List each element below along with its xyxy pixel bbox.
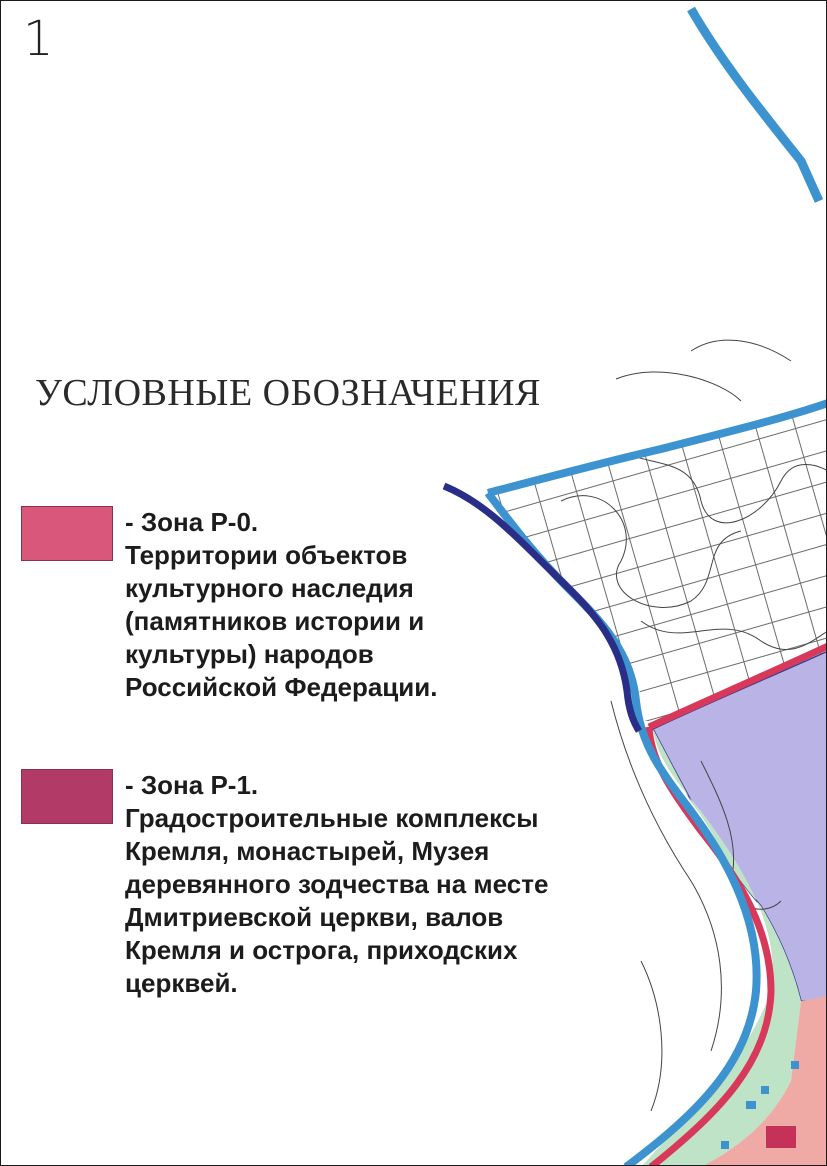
zone-r1-line: Кремля, монастырей, Музея: [125, 836, 490, 866]
legend-title: УСЛОВНЫЕ ОБОЗНАЧЕНИЯ: [35, 372, 541, 414]
zone-r0-line: Территории объектов: [125, 540, 408, 570]
zone-r0-line: Российской Федерации.: [125, 672, 438, 702]
zone-r0-swatch: [21, 506, 113, 561]
zone-r1-line: церквей.: [125, 968, 238, 998]
zone-r1-description: [125, 769, 548, 1000]
zone-r0-line: - Зона Р-0.: [125, 507, 259, 537]
zone-r1-line: деревянного зодчества на месте: [125, 869, 549, 899]
zone-r1-line: Градостроительные комплексы: [125, 803, 539, 833]
zone-r0-description: [125, 506, 437, 704]
zone-r1-line: Кремля и острога, приходских: [125, 935, 518, 965]
zone-r0-line: культуры) народов: [125, 639, 374, 669]
zone-r1-line: - Зона Р-1.: [125, 770, 259, 800]
page-number: 1: [23, 11, 54, 67]
river-bank-line-upper: [691, 9, 819, 201]
zone-r1-line: Дмитриевской церкви, валов: [125, 902, 504, 932]
zone-r0-line: культурного наследия: [125, 573, 414, 603]
zone-r1-swatch: [21, 769, 113, 824]
zone-r0-line: (памятников истории и: [125, 606, 425, 636]
